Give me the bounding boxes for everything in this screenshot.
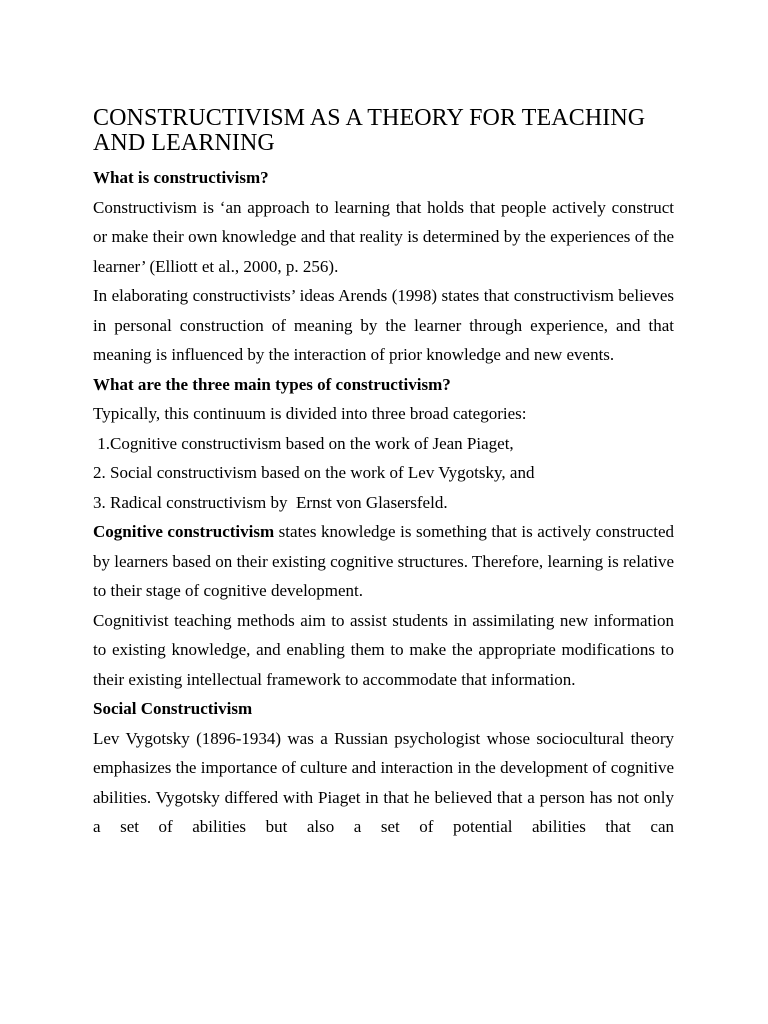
section-heading-social-constructivism: Social Constructivism bbox=[93, 699, 253, 718]
paragraph-types-intro: Typically, this continuum is divided into three broad categories: bbox=[93, 404, 527, 423]
paragraph-arends: In elaborating constructivists’ ideas Arends (1998) states that constructivism believes in personal construction of meaning by the learner through experience, and that meaning is influenced by the interaction of prior knowledge and new events. bbox=[93, 286, 674, 364]
cognitive-constructivism-term: Cognitive constructivism bbox=[93, 522, 275, 541]
list-item-cognitive: 1.Cognitive constructivism based on the work of Jean Piaget, bbox=[93, 433, 514, 453]
section-heading-what-is-constructivism: What is constructivism? bbox=[93, 168, 269, 187]
document-page bbox=[93, 106, 674, 842]
paragraph-definition: Constructivism is ‘an approach to learning that holds that people actively construct or make their own knowledge and that reality is determined by the experiences of the learner’ (Elliott et al., 2000, p. 256). bbox=[93, 197, 674, 276]
paragraph-cognitivist-methods: Cognitivist teaching methods aim to assist students in assimilating new information to existing knowledge, and enabling them to make the appropriate modifications to their existing intellectual framework to accommodate that information. bbox=[93, 610, 674, 689]
list-item-social: 2. Social constructivism based on the work of Lev Vygotsky, and bbox=[93, 463, 535, 482]
section-heading-three-types: What are the three main types of constructivism? bbox=[93, 374, 451, 394]
paragraph-vygotsky: Lev Vygotsky (1896-1934) was a Russian psychologist whose sociocultural theory emphasizes the importance of culture and interaction in the development of cognitive abilities. Vygotsky differed with Piaget in that he believed that a person has not only a set of abilities but also a set of potential abilities that can bbox=[93, 728, 674, 836]
cognitive-constructivism-text: states knowledge is something that is actively constructed by learners based on their existing cognitive structures. Therefore, learning is relative to their stage of cognitive development. bbox=[93, 522, 674, 600]
paragraph-cognitive-constructivism bbox=[93, 517, 674, 606]
list-item-radical: 3. Radical constructivism by Ernst von Glasersfeld. bbox=[93, 492, 448, 512]
document-title: CONSTRUCTIVISM AS A THEORY FOR TEACHING AND LEARNING bbox=[93, 105, 646, 156]
